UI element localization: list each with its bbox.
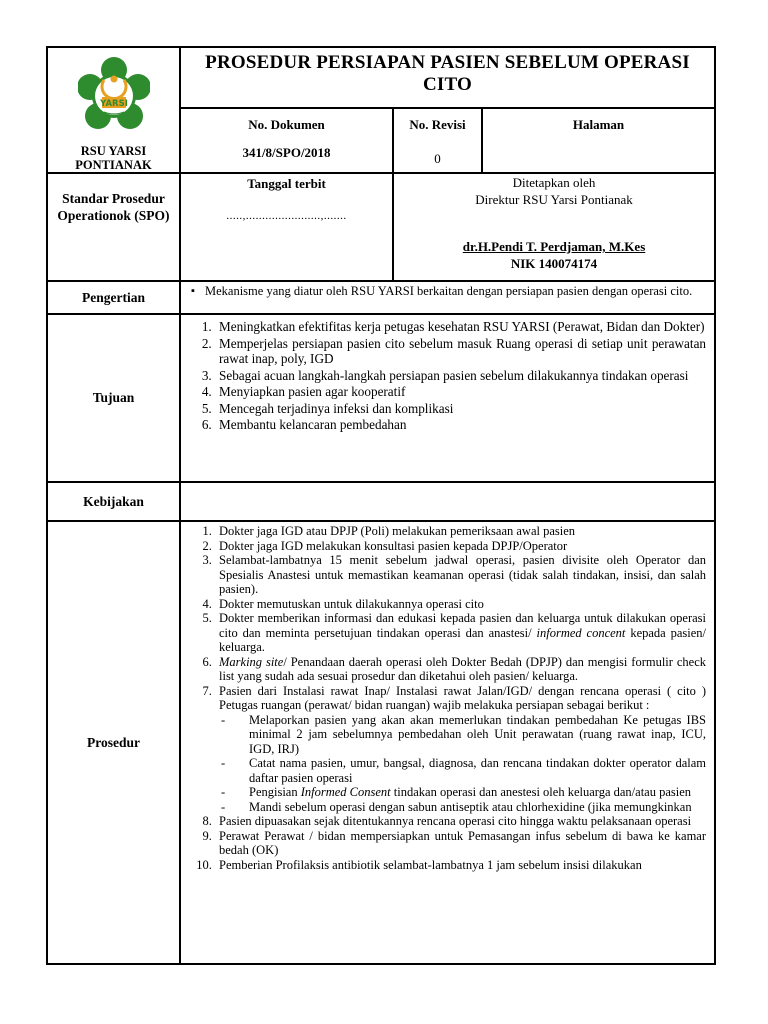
signatory-name: dr.H.Pendi T. Perdjaman, M.Kes	[462, 239, 646, 254]
spo-label: Standar Prosedur Operationok (SPO)	[47, 173, 180, 281]
list-item: 1. Dokter jaga IGD atau DPJP (Poli) melakukan pemeriksaan awal pasien	[215, 524, 706, 539]
document-title: PROSEDUR PERSIAPAN PASIEN SEBELUM OPERASI CITO	[180, 47, 715, 108]
list-item: 2. Dokter jaga IGD melakukan konsultasi pasien kepada DPJP/Operator	[215, 539, 706, 554]
prosedur-content	[180, 521, 715, 964]
list-item: 9. Perawat Perawat / bidan mempersiapkan untuk Pemasangan infus sebelum di bawa ke kamar bedah (OK)	[215, 829, 706, 858]
approval-line1: Ditetapkan oleh	[512, 175, 596, 190]
sub-list	[219, 713, 706, 815]
list-item: 5. Mencegah terjadinya infeksi dan komplikasi	[215, 401, 706, 417]
list-item: 6. Marking site/ Penandaan daerah operasi oleh Dokter Bedah (DPJP) dan mengisi formulir check list yang sudah ada sesuai prosedur dan diketahui oleh pasien/ keluarga.	[215, 655, 706, 684]
tujuan-label: Tujuan	[47, 314, 180, 482]
list-item: 2. Memperjelas persiapan pasien cito sebelum masuk Ruang operasi di setiap unit perawatan rawat inap, poly, IGD	[215, 336, 706, 367]
list-item: 1. Meningkatkan efektifitas kerja petugas kesehatan RSU YARSI (Perawat, Bidan dan Dokter)	[215, 319, 706, 335]
sub-list-item: - Melaporkan pasien yang akan akan memerlukan tindakan pembedahan Ke petugas IBS minimal 2 jam sebelumnya pembedahan oleh Unit perawatan (ruang rawat inap, ICU, IGD, IRJ)	[245, 713, 706, 757]
logo-cell	[47, 47, 180, 173]
list-item: 4. Menyiapkan pasien agar kooperatif	[215, 384, 706, 400]
sub-list-item: - Pengisian Informed Consent tindakan operasi dan anestesi oleh keluarga dan/atau pasien	[245, 785, 706, 800]
org-name: RSU YARSI PONTIANAK	[75, 144, 152, 172]
spo-table	[46, 46, 716, 965]
list-item: 10. Pemberian Profilaksis antibiotik selambat-lambatnya 1 jam sebelum insisi dilakukan	[215, 858, 706, 873]
approval-line2: Direktur RSU Yarsi Pontianak	[475, 192, 633, 207]
issued-date-label: Tanggal terbit	[247, 176, 326, 191]
prosedur-label: Prosedur	[47, 521, 180, 964]
doc-number-label: No. Dokumen	[248, 117, 325, 133]
doc-number-cell	[180, 108, 393, 173]
svg-text:YARSI: YARSI	[99, 99, 128, 109]
list-item: 8. Pasien dipuasakan sejak ditentukannya rencana operasi cito hingga waktu pelaksanaan operasi	[215, 814, 706, 829]
tujuan-content	[180, 314, 715, 482]
list-item: 7. Pasien dari Instalasi rawat Inap/ Instalasi rawat Jalan/IGD/ dengan rencana operasi ( cito ) Petugas ruangan (perawat/ bidan ruangan) wajib melakuka persiapan sebagai berikut : - Melaporkan pasien yang akan akan memerlukan tindakan pembedahan Ke petugas IBS minimal 2 jam sebelumnya pembedahan oleh Unit perawatan (ruang rawat inap, ICU, IGD, IRJ) - Catat nama pasien, umur, bangsal, diagnosa, dan rencana tindakan dokter operator dalam daftar pasien operasi - Pengisian Informed Consent tindakan operasi dan anestesi oleh keluarga dan/atau pasien - Mandi sebelum operasi dengan sabun antiseptik atau chlorhexidine (jika memungkinkan	[215, 684, 706, 815]
hospital-logo-icon	[78, 56, 150, 136]
pengertian-content	[180, 281, 715, 314]
issued-date-cell	[180, 173, 393, 281]
page-label: Halaman	[572, 117, 625, 133]
list-item: 5. Dokter memberikan informasi dan edukasi kepada pasien dan keluarga untuk dilakukan operasi cito dan meminta persetujuan tindakan operasi dan anastesi/ informed concent kepada pasien/ keluarga.	[215, 611, 706, 655]
revision-value: 0	[434, 151, 441, 167]
list-item: 6. Membantu kelancaran pembedahan	[215, 417, 706, 433]
issued-date-value: .....,.......................,.......	[226, 210, 347, 222]
list-item: 3. Sebagai acuan langkah-langkah persiapan pasien sebelum dilakukannya tindakan operasi	[215, 368, 706, 384]
list-item: 4. Dokter memutuskan untuk dilakukannya operasi cito	[215, 597, 706, 612]
signatory-nik: NIK 140074174	[510, 256, 598, 271]
revision-cell	[393, 108, 482, 173]
kebijakan-label: Kebijakan	[47, 482, 180, 521]
revision-label: No. Revisi	[409, 117, 466, 133]
sub-list-item: - Mandi sebelum operasi dengan sabun antiseptik atau chlorhexidine (jika memungkinkan	[245, 800, 706, 815]
kebijakan-content	[180, 482, 715, 521]
page-cell	[482, 108, 715, 173]
doc-number-value: 341/8/SPO/2018	[242, 145, 331, 161]
approval-cell	[393, 173, 715, 281]
list-item: ▪ Mekanisme yang diatur oleh RSU YARSI berkaitan dengan persiapan pasien dengan operasi cito.	[205, 284, 706, 299]
list-item: 3. Selambat-lambatnya 15 menit sebelum jadwal operasi, pasien divisite oleh Operator dan Spesialis Anastesi untuk memastikan keamanan operasi (tidak salah tindakan, insisi, dan salah pasien).	[215, 553, 706, 597]
spo-document	[46, 46, 714, 962]
pengertian-label: Pengertian	[47, 281, 180, 314]
sub-list-item: - Catat nama pasien, umur, bangsal, diagnosa, dan rencana tindakan dokter operator dalam daftar pasien operasi	[245, 756, 706, 785]
